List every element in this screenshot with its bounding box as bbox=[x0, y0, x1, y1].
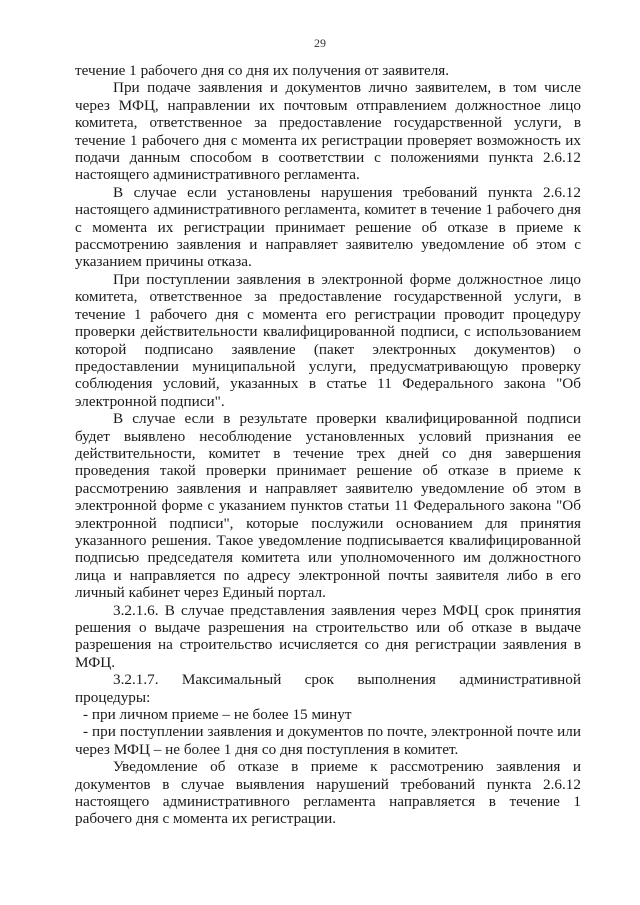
list-item-2: - при поступлении заявления и документов по почте, электронной почте или через МФЦ – не более 1 дня со дня поступления в комитет. bbox=[75, 723, 581, 758]
paragraph-5: В случае если в результате проверки квалифицированной подписи будет выявлено несоблюдение установленных условий признания ее действительности, комитет в течение трех дней со дня завершения проведения такой проверки принимает решение об отказе в приеме к рассмотрению заявления и направляет заявителю уведомление об этом в электронной форме с указанием пунктов статьи 11 Федерального закона "Об электронной подписи", которые послужили основанием для принятия указанного решения. Такое уведомление подписывается квалифицированной подписью председателя комитета или уполномоченного им должностного лица и направляется по адресу электронной почты заявителя либо в его личный кабинет через Единый портал. bbox=[75, 410, 581, 602]
paragraph-4: При поступлении заявления в электронной форме должностное лицо комитета, ответственное за предоставление государственной услуги, в течение 1 рабочего дня с момента его регистрации проводит процедуру проверки действительности квалифицированной подписи, с использованием которой подписано заявление (пакет электронных документов) о предоставлении муниципальной услуги, предусматривающую проверку соблюдения условий, указанных в статье 11 Федерального закона "Об электронной подписи". bbox=[75, 270, 581, 410]
paragraph-8: Уведомление об отказе в приеме к рассмотрению заявления и документов в случае выявления нарушений требований пункта 2.6.12 настоящего административного регламента направляется в течение 1 рабочего дня с момента их регистрации. bbox=[75, 758, 581, 828]
paragraph-2: При подаче заявления и документов лично заявителем, в том числе через МФЦ, направлении их почтовым отправлением должностное лицо комитета, ответственное за предоставление государственной услуги, в течение 1 рабочего дня с момента их регистрации проверяет возможность их подачи данным способом в соответствии с положениями пункта 2.6.12 настоящего административного регламента. bbox=[75, 79, 581, 184]
paragraph-1: течение 1 рабочего дня со дня их получения от заявителя. bbox=[75, 62, 450, 79]
document-body bbox=[75, 62, 581, 828]
paragraph-3: В случае если установлены нарушения требований пункта 2.6.12 настоящего административного регламента, комитет в течение 1 рабочего дня с момента их регистрации принимает решение об отказе в приеме к рассмотрению заявления и направляет заявителю уведомление об этом с указанием причины отказа. bbox=[75, 183, 581, 271]
list-item-1: - при личном приеме – не более 15 минут bbox=[83, 706, 352, 724]
page-number: 29 bbox=[314, 36, 326, 50]
paragraph-7: 3.2.1.7. Максимальный срок выполнения административной процедуры: bbox=[75, 671, 581, 706]
paragraph-6: 3.2.1.6. В случае представления заявления через МФЦ срок принятия решения о выдаче разрешения на строительство или об отказе в выдаче разрешения на строительство исчисляется со дня регистрации заявления в МФЦ. bbox=[75, 601, 581, 671]
